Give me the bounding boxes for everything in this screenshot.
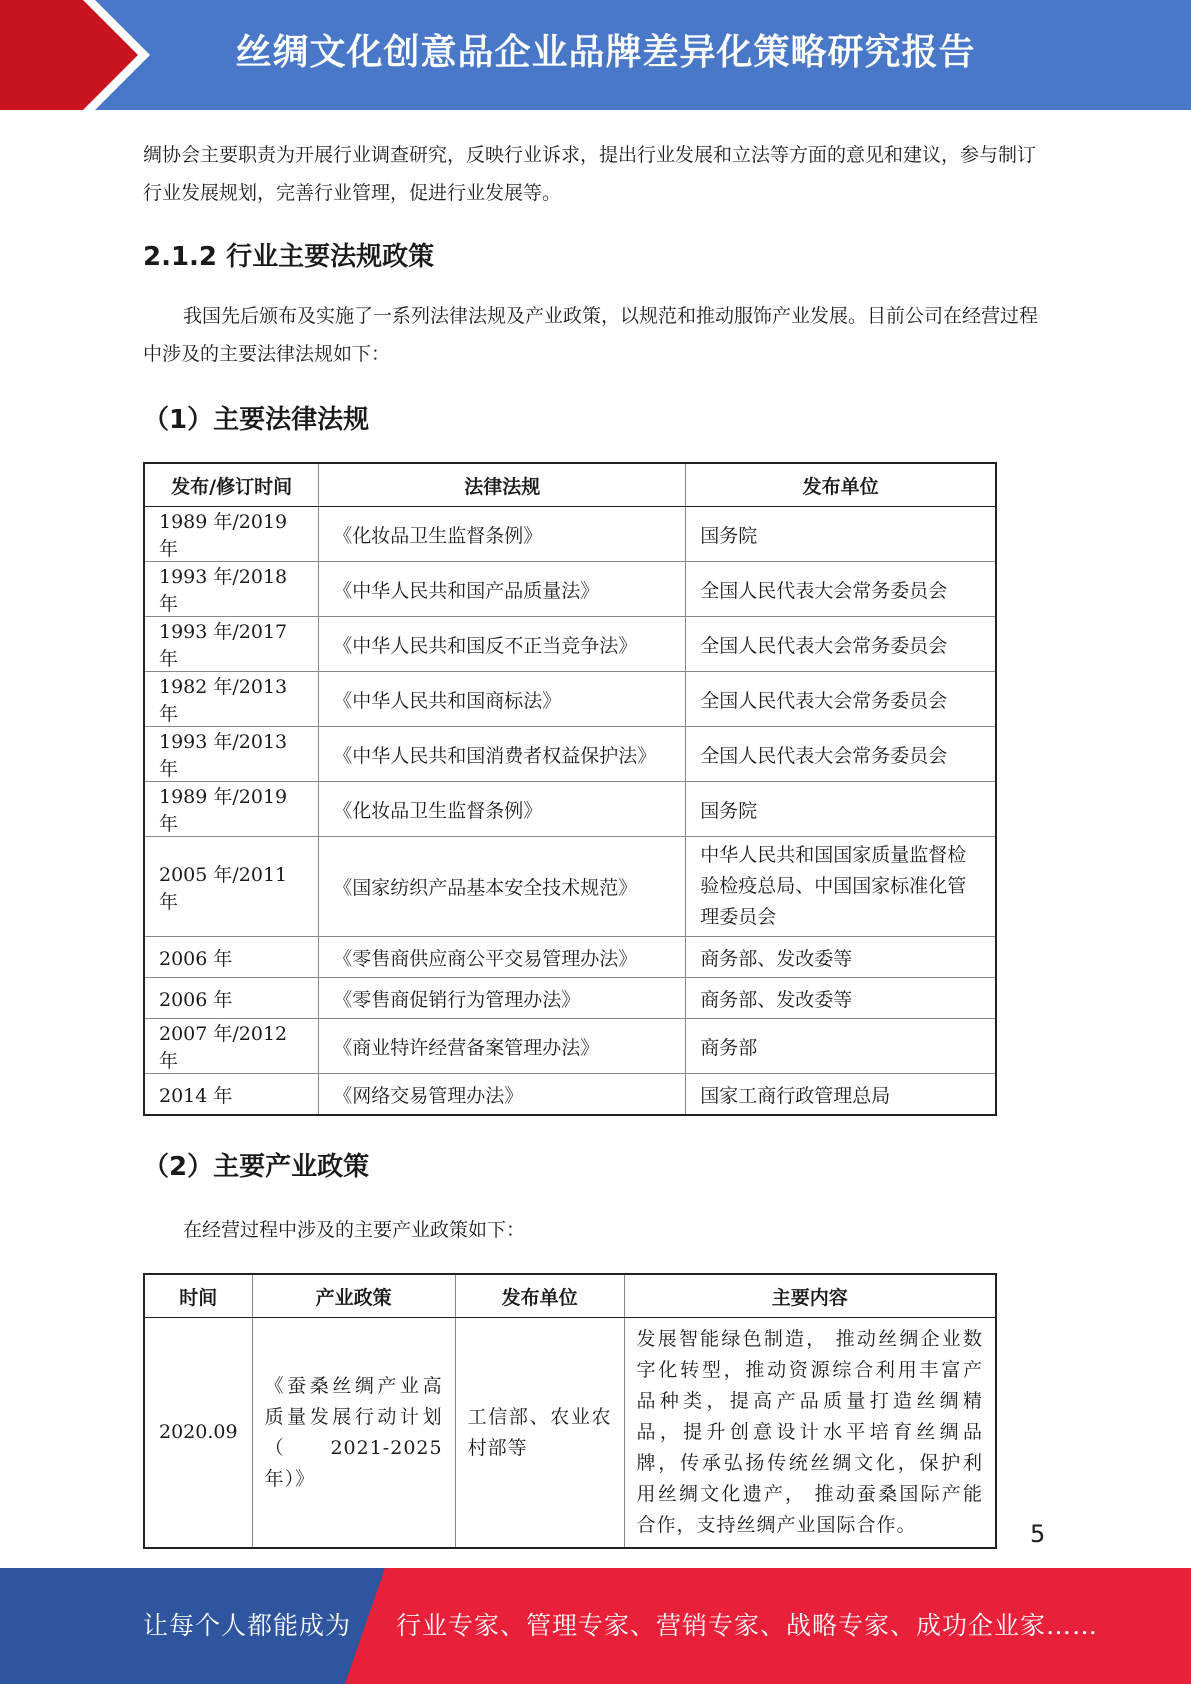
law-issuer: 商务部、发改委等	[686, 978, 996, 1019]
law-issuer: 商务部、发改委等	[686, 937, 996, 978]
policies-table-header	[144, 1274, 996, 1318]
law-date: 2005 年/2011 年	[144, 837, 319, 937]
law-issuer: 国务院	[686, 782, 996, 837]
law-name: 《零售商供应商公平交易管理办法》	[319, 937, 686, 978]
law-name: 《中华人民共和国商标法》	[319, 672, 686, 727]
law-name: 《网络交易管理办法》	[319, 1074, 686, 1116]
policies-intro: 在经营过程中涉及的主要产业政策如下：	[183, 1219, 526, 1241]
law-date: 1993 年/2018 年	[144, 562, 319, 617]
table-row	[144, 978, 996, 1019]
table-row	[144, 617, 996, 672]
law-name: 《中华人民共和国产品质量法》	[319, 562, 686, 617]
law-name: 《商业特许经营备案管理办法》	[319, 1019, 686, 1074]
laws-table-header	[144, 463, 996, 507]
page-header	[0, 0, 1191, 110]
policy-issuer: 工信部、农业农村部等	[455, 1318, 624, 1549]
table-row	[144, 837, 996, 937]
policies-col-time: 时间	[144, 1274, 252, 1318]
laws-heading: （1）主要法律法规	[143, 405, 370, 435]
law-issuer: 国务院	[686, 507, 996, 562]
section-title: 2.1.2 行业主要法规政策	[143, 242, 435, 272]
table-row	[144, 562, 996, 617]
page-footer	[0, 1568, 1191, 1684]
table-row	[144, 1019, 996, 1074]
table-row	[144, 937, 996, 978]
law-issuer: 全国人民代表大会常务委员会	[686, 672, 996, 727]
footer-slogan-left: 让每个人都能成为	[143, 1611, 352, 1640]
law-issuer: 全国人民代表大会常务委员会	[686, 727, 996, 782]
footer-slogan-right: 行业专家、管理专家、营销专家、战略专家、成功企业家……	[396, 1611, 1099, 1640]
law-issuer: 全国人民代表大会常务委员会	[686, 617, 996, 672]
laws-col-date: 发布/修订时间	[144, 463, 319, 507]
main-content	[143, 136, 1048, 1549]
table-row	[144, 727, 996, 782]
table-row	[144, 782, 996, 837]
policies-heading: （2）主要产业政策	[143, 1152, 370, 1182]
intro-paragraph: 绸协会主要职责为开展行业调查研究，反映行业诉求，提出行业发展和立法等方面的意见和建议，参与制订行业发展规划，完善行业管理，促进行业发展等。	[143, 144, 1037, 204]
law-name: 《国家纺织产品基本安全技术规范》	[319, 837, 686, 937]
law-date: 2006 年	[144, 937, 319, 978]
table-row	[144, 1074, 996, 1116]
law-name: 《中华人民共和国消费者权益保护法》	[319, 727, 686, 782]
policies-col-policy: 产业政策	[252, 1274, 455, 1318]
table-row	[144, 1318, 996, 1549]
law-date: 2007 年/2012 年	[144, 1019, 319, 1074]
law-issuer: 商务部	[686, 1019, 996, 1074]
policy-content: 发展智能绿色制造， 推动丝绸企业数 字化转型，推动资源综合利用丰富产 品种类，提高产品质量打造丝绸精 品，提升创意设计水平培育丝绸品 牌，传承弘扬传统丝绸文化，保护利 用丝绸文化遗产， 推动蚕桑国际产能 合作，支持丝绸产业国际合作。	[624, 1318, 996, 1549]
law-date: 1993 年/2017 年	[144, 617, 319, 672]
law-name: 《零售商促销行为管理办法》	[319, 978, 686, 1019]
law-date: 2006 年	[144, 978, 319, 1019]
law-date: 1993 年/2013 年	[144, 727, 319, 782]
law-date: 2014 年	[144, 1074, 319, 1116]
law-issuer: 中华人民共和国国家质量监督检验检疫总局、中国国家标准化管理委员会	[686, 837, 996, 937]
policies-table	[143, 1273, 997, 1549]
law-date: 1982 年/2013 年	[144, 672, 319, 727]
policies-col-content: 主要内容	[624, 1274, 996, 1318]
law-date: 1989 年/2019 年	[144, 782, 319, 837]
header-title: 丝绸文化创意品企业品牌差异化策略研究报告	[235, 32, 976, 73]
laws-table	[143, 462, 997, 1116]
laws-col-issuer: 发布单位	[686, 463, 996, 507]
law-name: 《化妆品卫生监督条例》	[319, 507, 686, 562]
policy-name: 《蚕桑丝绸产业高 质量发展行动计划（2021-2025 年）》	[252, 1318, 455, 1549]
law-issuer: 全国人民代表大会常务委员会	[686, 562, 996, 617]
table-row	[144, 507, 996, 562]
page-number: 5	[1030, 1520, 1046, 1548]
table-row	[144, 672, 996, 727]
policies-col-issuer: 发布单位	[455, 1274, 624, 1318]
laws-col-law: 法律法规	[319, 463, 686, 507]
law-issuer: 国家工商行政管理总局	[686, 1074, 996, 1116]
section-paragraph: 我国先后颁布及实施了一系列法律法规及产业政策，以规范和推动服饰产业发展。目前公司在经营过程中涉及的主要法律法规如下：	[143, 305, 1039, 365]
law-date: 1989 年/2019 年	[144, 507, 319, 562]
law-name: 《中华人民共和国反不正当竞争法》	[319, 617, 686, 672]
law-name: 《化妆品卫生监督条例》	[319, 782, 686, 837]
policy-time: 2020.09	[144, 1318, 252, 1549]
